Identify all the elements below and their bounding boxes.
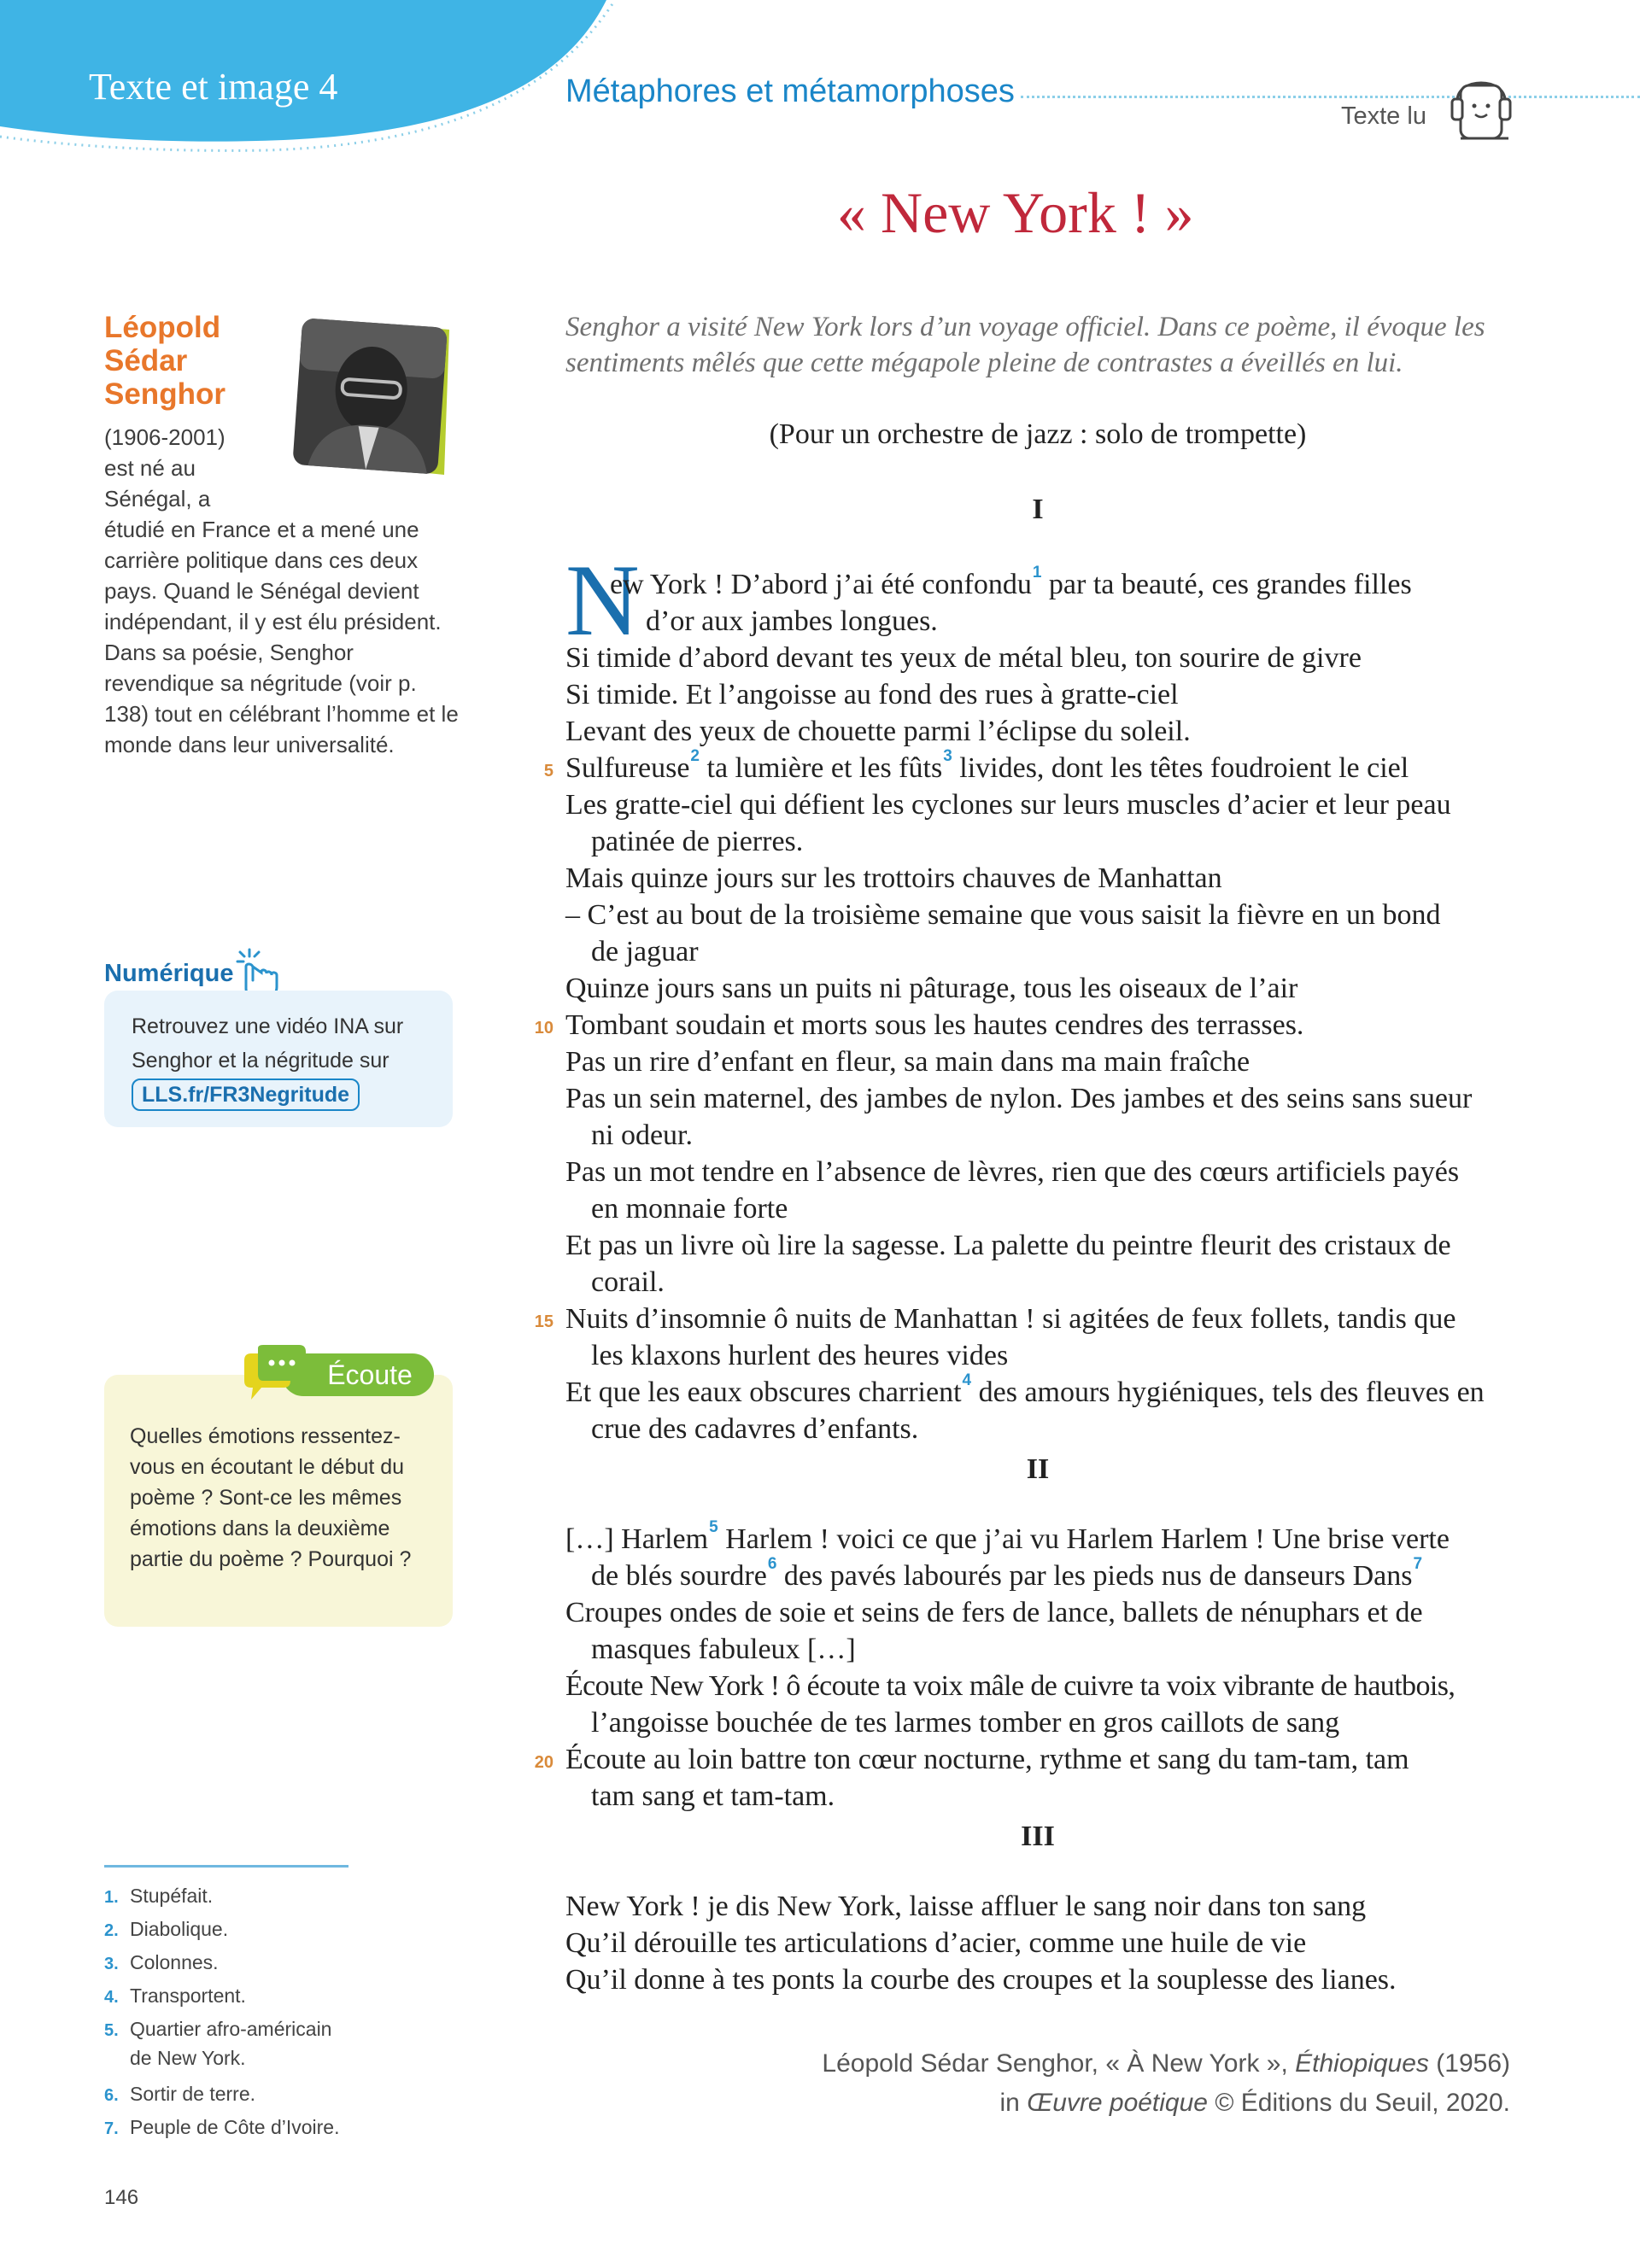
verse-text: des amours hygiéniques, tels des fleuves en xyxy=(971,1377,1485,1408)
footnote-number: 4. xyxy=(104,1988,119,2007)
verse-line: les klaxons hurlent des heures vides xyxy=(591,1340,1009,1371)
footnote-number: 6. xyxy=(104,2086,119,2105)
numerique-link[interactable]: LLS.fr/FR3Negritude xyxy=(132,1078,360,1111)
poem-subtitle: (Pour un orchestre de jazz : solo de trompette) xyxy=(769,418,1307,450)
headphones-icon[interactable] xyxy=(1447,67,1515,143)
verse-line: – C’est au bout de la troisième semaine que vous saisit la fièvre en un bond xyxy=(565,899,1441,931)
footnote-number: 1. xyxy=(104,1888,119,1907)
footnote-divider xyxy=(104,1865,348,1868)
verse-line: Si timide. Et l’angoisse au fond des rues à gratte-ciel xyxy=(565,679,1179,710)
footnote-number: 5. xyxy=(104,2021,119,2040)
part-heading-3: III xyxy=(1021,1821,1055,1852)
verse-line xyxy=(591,1555,1423,1593)
author-bio: étudié en France et a mené une carrière politique dans ces deux pays. Quand le Sénégal devient indépendant, il y est élu président. Dans sa poésie, Senghor revendique sa négritude (voir p. 138) tout en célébrant l’homme et le monde dans leur universalité. xyxy=(104,517,459,757)
citation-text: © Éditions du Seuil, 2020. xyxy=(1208,2089,1510,2117)
verse-line: Et pas un livre où lire la sagesse. La palette du peintre fleurit des cristaux de xyxy=(565,1230,1451,1261)
verse-text: Sulfureuse xyxy=(565,752,690,784)
footnote-ref: 2 xyxy=(690,747,700,765)
verse-line: patinée de pierres. xyxy=(591,826,804,857)
footnote-ref: 5 xyxy=(709,1518,718,1536)
footnote-2 xyxy=(104,1915,412,1944)
citation-work: Éthiopiques xyxy=(1295,2049,1429,2078)
part-heading-2: II xyxy=(1026,1453,1050,1485)
ecoute-tag-label: Écoute xyxy=(327,1359,413,1390)
numerique-text xyxy=(132,1009,439,1112)
verse-text: livides, dont les têtes foudroient le ciel xyxy=(952,752,1409,784)
verse-line: Les gratte-ciel qui défient les cyclones sur leurs muscles d’acier et leur peau xyxy=(565,789,1451,821)
line-number: 10 xyxy=(534,1019,554,1038)
footnote-text-cont: de New York. xyxy=(130,2047,246,2069)
numerique-title: Numérique xyxy=(104,960,234,987)
footnote-text: Quartier afro-américain xyxy=(130,2018,332,2040)
verse-line: ni odeur. xyxy=(591,1119,693,1151)
verse-line: Pas un mot tendre en l’absence de lèvres, rien que des cœurs artificiels payés xyxy=(565,1156,1460,1188)
line-number: 20 xyxy=(534,1753,554,1772)
verse-text: par ta beauté, ces grandes filles xyxy=(1041,569,1412,600)
verse-line: Écoute au loin battre ton cœur nocturne, rythme et sang du tam-tam, tam xyxy=(565,1744,1409,1775)
footnote-ref: 1 xyxy=(1032,564,1042,582)
verse-line xyxy=(565,1371,1485,1409)
citation-work: Œuvre poétique xyxy=(1027,2089,1208,2117)
section-label: Texte et image 4 xyxy=(89,66,338,108)
verse-line: New York ! je dis New York, laisse affluer le sang noir dans ton sang xyxy=(565,1891,1367,1922)
verse-line: Nuits d’insomnie ô nuits de Manhattan ! si agitées de feux follets, tandis que xyxy=(565,1303,1456,1335)
footnote-ref: 4 xyxy=(962,1371,972,1389)
verse-line: de jaguar xyxy=(591,936,699,967)
footnote-ref: 3 xyxy=(943,747,952,765)
verse-line: crue des cadavres d’enfants. xyxy=(591,1413,919,1445)
verse-line: Croupes ondes de soie et seins de fers de lance, ballets de nénuphars et de xyxy=(565,1597,1423,1628)
author-portrait xyxy=(287,314,454,482)
verse-line: Pas un rire d’enfant en fleur, sa main dans ma main fraîche xyxy=(565,1046,1250,1078)
numerique-description: Retrouvez une vidéo INA sur Senghor et la négritude sur xyxy=(132,1014,404,1073)
poem-title: « New York ! » xyxy=(837,180,1194,245)
footnote-7 xyxy=(104,2113,412,2142)
verse-text: Harlem ! voici ce que j’ai vu Harlem Harlem ! Une brise verte xyxy=(718,1523,1450,1555)
intro-paragraph: Senghor a visité New York lors d’un voyage officiel. Dans ce poème, il évoque les sentiments mêlés que cette mégapole pleine de contrastes a éveillés en lui. xyxy=(565,312,1485,378)
header-divider xyxy=(1021,96,1640,98)
verse-line xyxy=(565,1518,1450,1556)
footnote-3 xyxy=(104,1949,412,1978)
audio-label: Texte lu xyxy=(1341,102,1426,130)
author-name: Léopold Sédar Senghor xyxy=(104,311,226,411)
footnote-text: Colonnes. xyxy=(130,1951,219,1973)
footnote-text: Stupéfait. xyxy=(130,1885,214,1907)
verse-line: Qu’il dérouille tes articulations d’acier, comme une huile de vie xyxy=(565,1927,1307,1959)
footnote-text: Peuple de Côte d’Ivoire. xyxy=(130,2116,340,2138)
line-number: 5 xyxy=(543,762,554,780)
footnote-text: Diabolique. xyxy=(130,1918,229,1940)
verse-text: des pavés labourés par les pieds nus de danseurs Dans xyxy=(776,1560,1413,1592)
verse-line: Tombant soudain et morts sous les hautes cendres des terrasses. xyxy=(565,1009,1304,1041)
verse-text: ew York ! D’abord j’ai été confondu xyxy=(610,569,1032,600)
verse-line: Mais quinze jours sur les trottoirs chauves de Manhattan xyxy=(565,862,1222,894)
verse-line: tam sang et tam-tam. xyxy=(591,1780,835,1812)
footnote-number: 7. xyxy=(104,2119,119,2138)
verse-text: Et que les eaux obscures charrient xyxy=(565,1377,962,1408)
footnote-number: 2. xyxy=(104,1921,119,1940)
drop-cap: N xyxy=(565,543,640,657)
footnote-6 xyxy=(104,2080,412,2109)
verse-text: […] Harlem xyxy=(565,1523,709,1555)
footnote-ref: 6 xyxy=(767,1555,777,1573)
citation-text: in xyxy=(999,2089,1028,2117)
part-heading-1: I xyxy=(1032,494,1044,525)
footnote-ref: 7 xyxy=(1413,1555,1423,1573)
citation-line-1 xyxy=(656,2044,1510,2084)
verse-line: Levant des yeux de chouette parmi l’éclipse du soleil. xyxy=(565,716,1191,747)
verse-line xyxy=(565,747,1409,785)
footnote-4 xyxy=(104,1982,412,2011)
author-bio-top: (1906-2001) est né au Sénégal, a xyxy=(104,424,226,511)
citation-line-2 xyxy=(656,2084,1510,2123)
verse-line: l’angoisse bouchée de tes larmes tomber en gros caillots de sang xyxy=(591,1707,1340,1739)
verse-line: Qu’il donne à tes ponts la courbe des croupes et la souplesse des lianes. xyxy=(565,1964,1397,1996)
verse-line: Quinze jours sans un puits ni pâturage, tous les oiseaux de l’air xyxy=(565,973,1298,1004)
citation-text: Léopold Sédar Senghor, « À New York », xyxy=(822,2049,1296,2078)
verse-line: d’or aux jambes longues. xyxy=(646,605,938,637)
footnote-text: Transportent. xyxy=(130,1984,246,2007)
line-number: 15 xyxy=(534,1312,554,1331)
verse-line: Écoute New York ! ô écoute ta voix mâle de cuivre ta voix vibrante de hautbois, xyxy=(565,1670,1456,1702)
citation-text: (1956) xyxy=(1428,2049,1510,2078)
verse-line: Si timide d’abord devant tes yeux de métal bleu, ton sourire de givre xyxy=(565,642,1362,674)
verse-line: en monnaie forte xyxy=(591,1193,788,1225)
speech-bubble-icon xyxy=(243,1345,309,1405)
verse-line: corail. xyxy=(591,1266,665,1298)
footnote-number: 3. xyxy=(104,1955,119,1973)
verse-text: de blés sourdre xyxy=(591,1560,767,1592)
page-number: 146 xyxy=(104,2186,139,2209)
footnote-text: Sortir de terre. xyxy=(130,2083,255,2105)
verse-line: Pas un sein maternel, des jambes de nylon. Des jambes et des seins sans sueur xyxy=(565,1083,1473,1114)
footnote-5 xyxy=(104,2015,412,2072)
verse-line xyxy=(610,564,1412,601)
footnote-1 xyxy=(104,1882,412,1911)
ecoute-question: Quelles émotions ressentez-vous en écoutant le début du poème ? Sont-ce les mêmes émotions dans la deuxième partie du poème ? Pourquoi ? xyxy=(130,1424,412,1571)
theme-title: Métaphores et métamorphoses xyxy=(565,73,1015,109)
verse-text: ta lumière et les fûts xyxy=(700,752,943,784)
verse-line: masques fabuleux […] xyxy=(591,1634,856,1665)
